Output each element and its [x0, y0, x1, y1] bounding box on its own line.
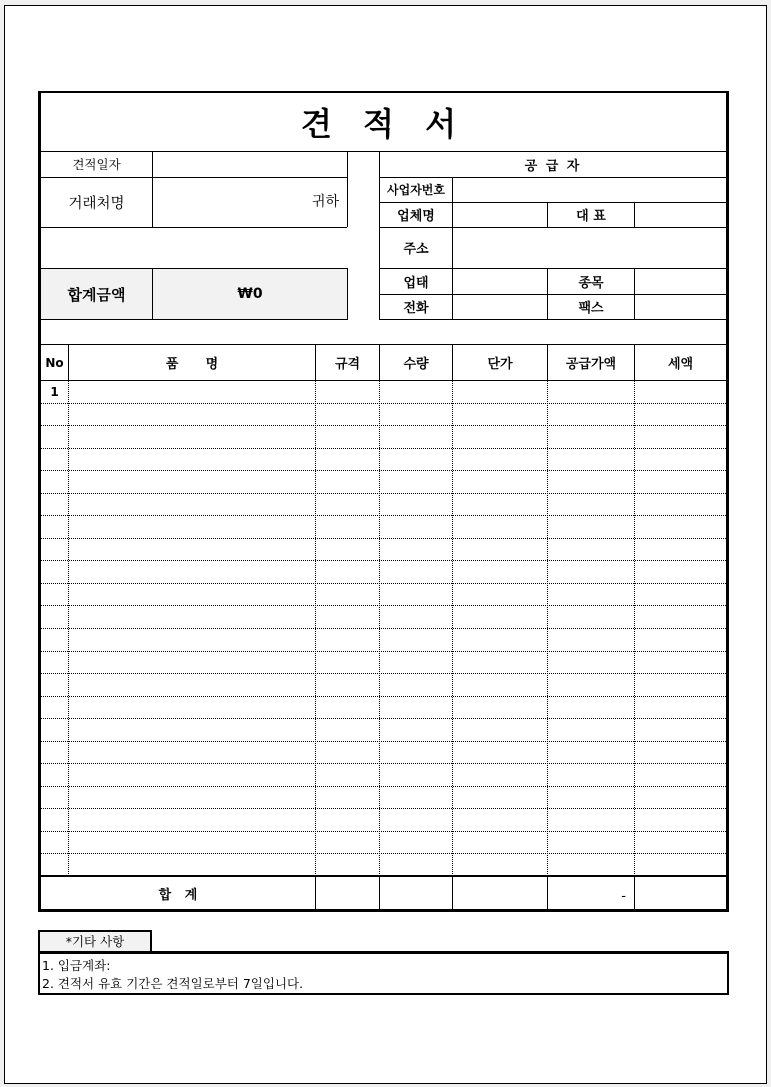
column-header-supply-amount: 공급가액	[565, 357, 617, 372]
table-row-separator	[41, 560, 726, 561]
column-header-unit-price: 단가	[487, 357, 513, 372]
business-type-label: 업태	[403, 275, 429, 291]
quote-date-label: 견적일자	[72, 157, 121, 172]
table-row-separator	[41, 583, 726, 584]
frame-right-border	[726, 91, 729, 912]
total-row-label: 합 계	[158, 887, 198, 903]
supplier-bottom-line	[379, 319, 726, 320]
table-row-separator	[41, 786, 726, 787]
total-amount-label: 합계금액	[67, 285, 126, 304]
table-row-separator	[41, 493, 726, 494]
table-row-separator	[41, 808, 726, 809]
table-row-separator	[41, 831, 726, 832]
column-header-tax: 세액	[667, 357, 694, 372]
table-row-separator	[41, 448, 726, 449]
row-1-tax[interactable]	[635, 381, 726, 402]
fax-label: 팩스	[578, 301, 604, 316]
representative-field[interactable]	[635, 203, 726, 227]
table-row-separator	[41, 425, 726, 426]
address-field[interactable]	[453, 228, 726, 268]
total-row-tax	[635, 877, 726, 909]
column-header-no: No	[45, 355, 64, 370]
row-1-supply-amount[interactable]	[548, 381, 634, 402]
row-1-item-name[interactable]	[69, 381, 315, 402]
company-name-field[interactable]	[453, 203, 547, 227]
table-row-separator	[41, 673, 726, 674]
table-row-separator	[41, 696, 726, 697]
notes-tab-label: *기타 사항	[65, 934, 125, 949]
phone-label: 전화	[403, 301, 429, 316]
business-number-field[interactable]	[453, 178, 726, 202]
notes-line-2: 2. 견적서 유효 기간은 견적일로부터 7일입니다.	[42, 976, 304, 991]
business-number-label: 사업자번호	[387, 183, 445, 197]
table-row-separator	[41, 470, 726, 471]
table-row-separator	[41, 718, 726, 719]
client-bottom-line	[41, 227, 347, 228]
table-row-separator	[41, 403, 726, 404]
quote-date-field[interactable]	[153, 152, 347, 177]
table-row-separator	[41, 515, 726, 516]
table-row-separator	[41, 853, 726, 854]
row-1-quantity[interactable]	[380, 381, 452, 402]
table-row-separator	[41, 628, 726, 629]
row-1-spec[interactable]	[316, 381, 379, 402]
client-suffix-label: 귀하	[311, 194, 339, 210]
notes-line-1: 1. 입금계좌:	[42, 958, 111, 973]
table-row-separator	[41, 538, 726, 539]
total-amount-value: ₩0	[237, 286, 263, 302]
client-right-border	[347, 151, 348, 227]
document-title: 견 적 서	[300, 105, 467, 143]
supplier-header: 공 급 자	[524, 158, 582, 174]
total-row-unit-price	[453, 877, 547, 909]
total-row-spec	[316, 877, 379, 909]
representative-label: 대 표	[576, 209, 606, 224]
client-name-field[interactable]	[153, 178, 303, 227]
business-type-field[interactable]	[453, 269, 547, 294]
column-header-spec: 규격	[334, 357, 361, 372]
table-row-separator	[41, 763, 726, 764]
total-row-quantity	[380, 877, 452, 909]
column-header-quantity: 수량	[403, 357, 429, 372]
fax-field[interactable]	[635, 295, 726, 319]
table-row-separator	[41, 651, 726, 652]
company-name-label: 업체명	[397, 209, 435, 224]
client-name-label: 거래처명	[68, 195, 125, 212]
address-label: 주소	[403, 242, 429, 257]
business-item-label: 종목	[578, 275, 604, 291]
business-item-field[interactable]	[635, 269, 726, 294]
phone-field[interactable]	[453, 295, 547, 319]
table-row-separator	[41, 741, 726, 742]
row-1-number: 1	[50, 384, 59, 399]
total-row-supply-amount: -	[621, 888, 626, 904]
column-header-item-name: 품 명	[165, 357, 219, 372]
table-row-separator	[41, 605, 726, 606]
row-1-unit-price[interactable]	[453, 381, 547, 402]
